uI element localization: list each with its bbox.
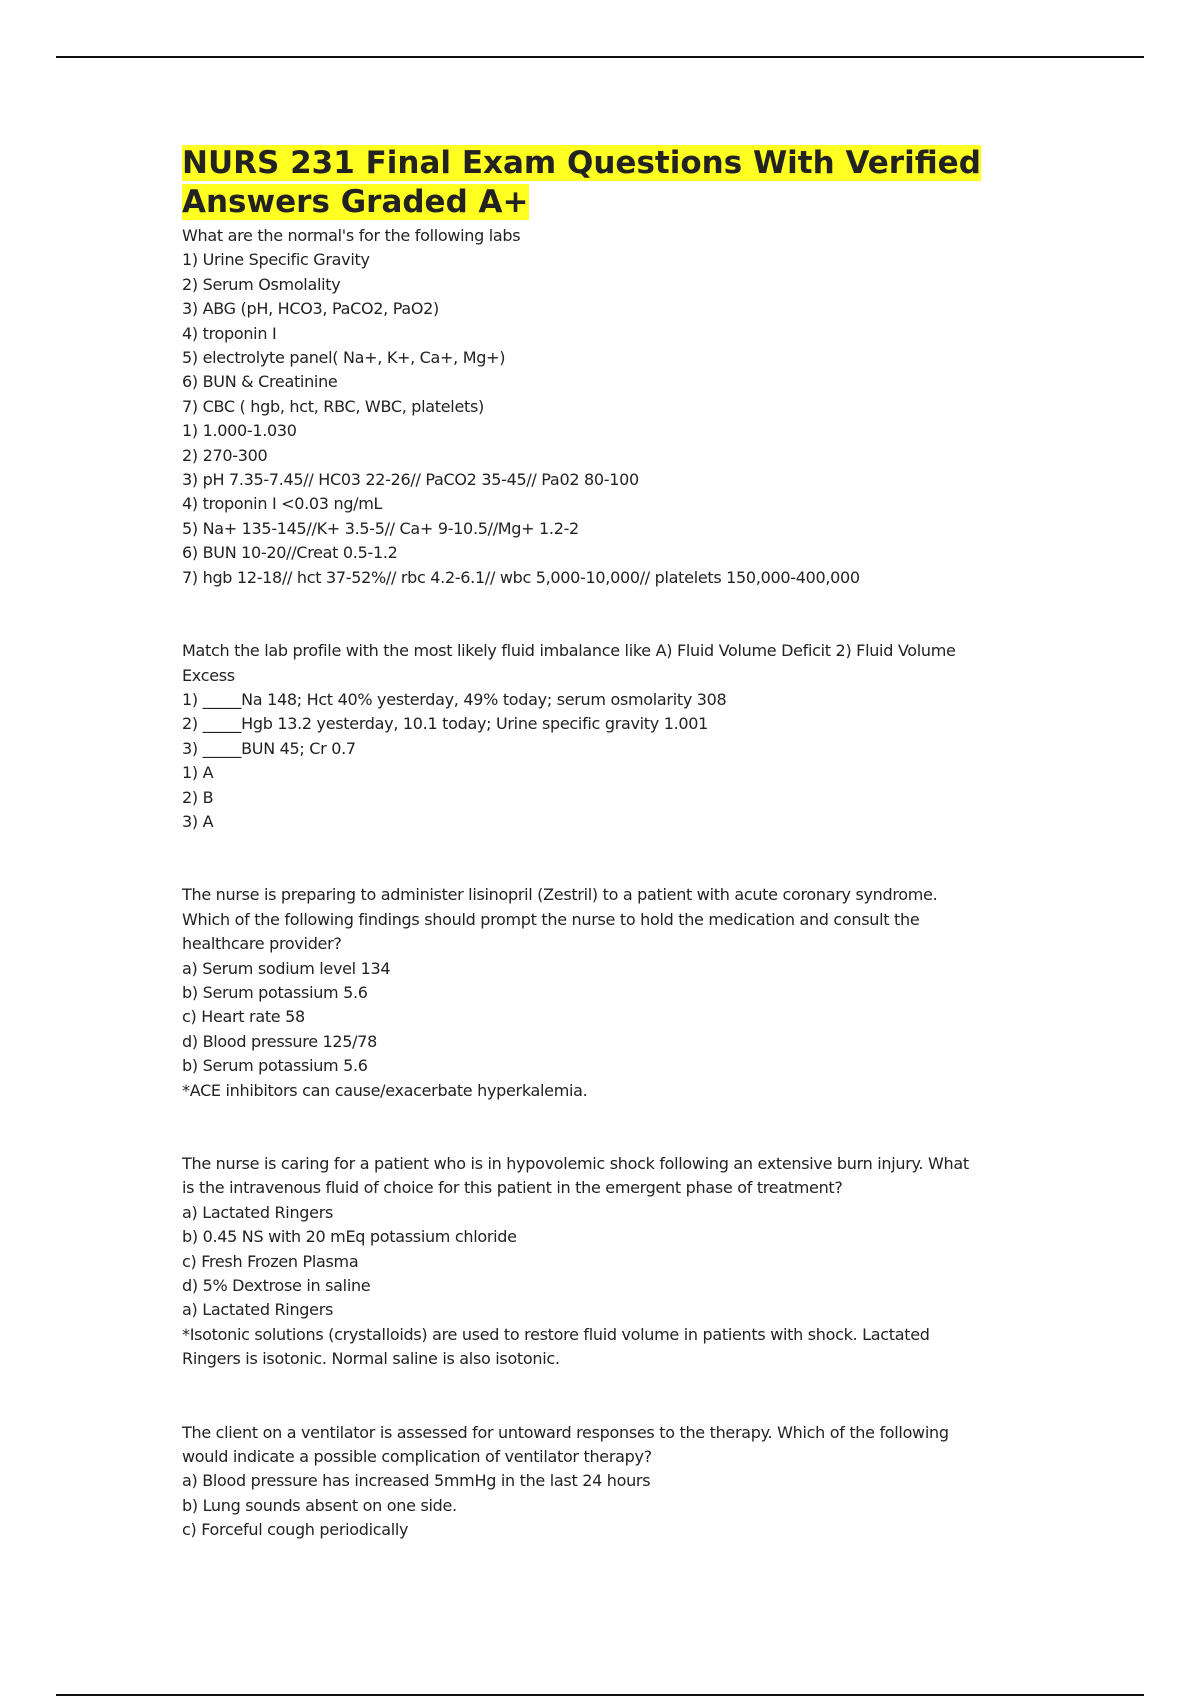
top-rule bbox=[56, 56, 1144, 58]
question-1-answer-line: 3) pH 7.35-7.45// HC03 22-26// PaCO2 35-45// Pa02 80-100 bbox=[182, 470, 639, 490]
question-2-answer-line: 3) A bbox=[182, 811, 214, 831]
question-4-rationale: Ringers is isotonic. Normal saline is also isotonic. bbox=[182, 1349, 560, 1369]
question-1-answer-line: 1) 1.000-1.030 bbox=[182, 421, 297, 441]
question-4-option: c) Fresh Frozen Plasma bbox=[182, 1251, 359, 1271]
section-gap bbox=[182, 1103, 1032, 1152]
document-title bbox=[182, 144, 1032, 222]
question-2-line: 2) _____Hgb 13.2 yesterday, 10.1 today; Urine specific gravity 1.001 bbox=[182, 714, 709, 734]
question-3-answer-line: b) Serum potassium 5.6 bbox=[182, 1056, 368, 1076]
question-4-option: b) 0.45 NS with 20 mEq potassium chloride bbox=[182, 1227, 517, 1247]
question-2-answer-line: 2) B bbox=[182, 787, 214, 807]
question-5-option: a) Blood pressure has increased 5mmHg in the last 24 hours bbox=[182, 1471, 651, 1491]
question-1-answer-line: 7) hgb 12-18// hct 37-52%// rbc 4.2-6.1// wbc 5,000-10,000// platelets 150,000-400,000 bbox=[182, 567, 860, 587]
document-body bbox=[182, 144, 1032, 1543]
section-gap bbox=[182, 590, 1032, 639]
question-5-option: b) Lung sounds absent on one side. bbox=[182, 1495, 457, 1515]
question-3-option: b) Serum potassium 5.6 bbox=[182, 982, 368, 1002]
title-line-1: NURS 231 Final Exam Questions With Verified bbox=[182, 145, 981, 181]
question-4-rationale: *Isotonic solutions (crystalloids) are used to restore fluid volume in patients with shock. Lactated bbox=[182, 1324, 930, 1344]
question-3-option: d) Blood pressure 125/78 bbox=[182, 1031, 378, 1051]
question-1-line: 2) Serum Osmolality bbox=[182, 274, 341, 294]
question-1-line: 7) CBC ( hgb, hct, RBC, WBC, platelets) bbox=[182, 396, 484, 416]
question-2 bbox=[182, 639, 1032, 834]
question-5-option: c) Forceful cough periodically bbox=[182, 1520, 409, 1540]
question-3 bbox=[182, 883, 1032, 1103]
question-3-line: Which of the following findings should prompt the nurse to hold the medication and consult the bbox=[182, 909, 920, 929]
bottom-rule bbox=[56, 1694, 1144, 1696]
question-1-line: 6) BUN & Creatinine bbox=[182, 372, 338, 392]
question-1-line: 4) troponin I bbox=[182, 323, 277, 343]
question-5-line: would indicate a possible complication of ventilator therapy? bbox=[182, 1447, 652, 1467]
question-5 bbox=[182, 1421, 1032, 1543]
question-4 bbox=[182, 1152, 1032, 1372]
question-1-line: 5) electrolyte panel( Na+, K+, Ca+, Mg+) bbox=[182, 348, 506, 368]
question-1-line: 1) Urine Specific Gravity bbox=[182, 250, 370, 270]
section-gap bbox=[182, 1372, 1032, 1421]
question-1-answer-line: 4) troponin I <0.03 ng/mL bbox=[182, 494, 383, 514]
question-2-answer-line: 1) A bbox=[182, 763, 214, 783]
question-3-line: healthcare provider? bbox=[182, 934, 342, 954]
question-3-option: a) Serum sodium level 134 bbox=[182, 958, 391, 978]
question-5-line: The client on a ventilator is assessed for untoward responses to the therapy. Which of the following bbox=[182, 1422, 949, 1442]
question-1-line: What are the normal's for the following labs bbox=[182, 226, 521, 245]
question-3-rationale: *ACE inhibitors can cause/exacerbate hyperkalemia. bbox=[182, 1080, 588, 1100]
title-line-2: Answers Graded A+ bbox=[182, 184, 529, 220]
question-4-option: a) Lactated Ringers bbox=[182, 1202, 334, 1222]
question-2-line: 1) _____Na 148; Hct 40% yesterday, 49% today; serum osmolarity 308 bbox=[182, 689, 727, 709]
section-gap bbox=[182, 834, 1032, 883]
question-1-line: 3) ABG (pH, HCO3, PaCO2, PaO2) bbox=[182, 299, 439, 319]
question-1-answer-line: 2) 270-300 bbox=[182, 445, 268, 465]
question-4-line: The nurse is caring for a patient who is in hypovolemic shock following an extensive burn injury. What bbox=[182, 1154, 969, 1173]
question-4-option: d) 5% Dextrose in saline bbox=[182, 1276, 371, 1296]
question-4-line: is the intravenous fluid of choice for this patient in the emergent phase of treatment? bbox=[182, 1178, 843, 1198]
question-2-line: Excess bbox=[182, 665, 235, 685]
question-3-line: The nurse is preparing to administer lisinopril (Zestril) to a patient with acute coronary syndrome. bbox=[182, 885, 938, 905]
question-2-line: 3) _____BUN 45; Cr 0.7 bbox=[182, 738, 356, 758]
question-1 bbox=[182, 224, 1032, 590]
question-1-answer-line: 6) BUN 10-20//Creat 0.5-1.2 bbox=[182, 543, 398, 563]
question-2-line: Match the lab profile with the most likely fluid imbalance like A) Fluid Volume Deficit 2) Fluid Volume bbox=[182, 641, 956, 661]
question-3-option: c) Heart rate 58 bbox=[182, 1007, 305, 1027]
question-4-answer-line: a) Lactated Ringers bbox=[182, 1300, 334, 1320]
question-1-answer-line: 5) Na+ 135-145//K+ 3.5-5// Ca+ 9-10.5//Mg+ 1.2-2 bbox=[182, 518, 579, 538]
